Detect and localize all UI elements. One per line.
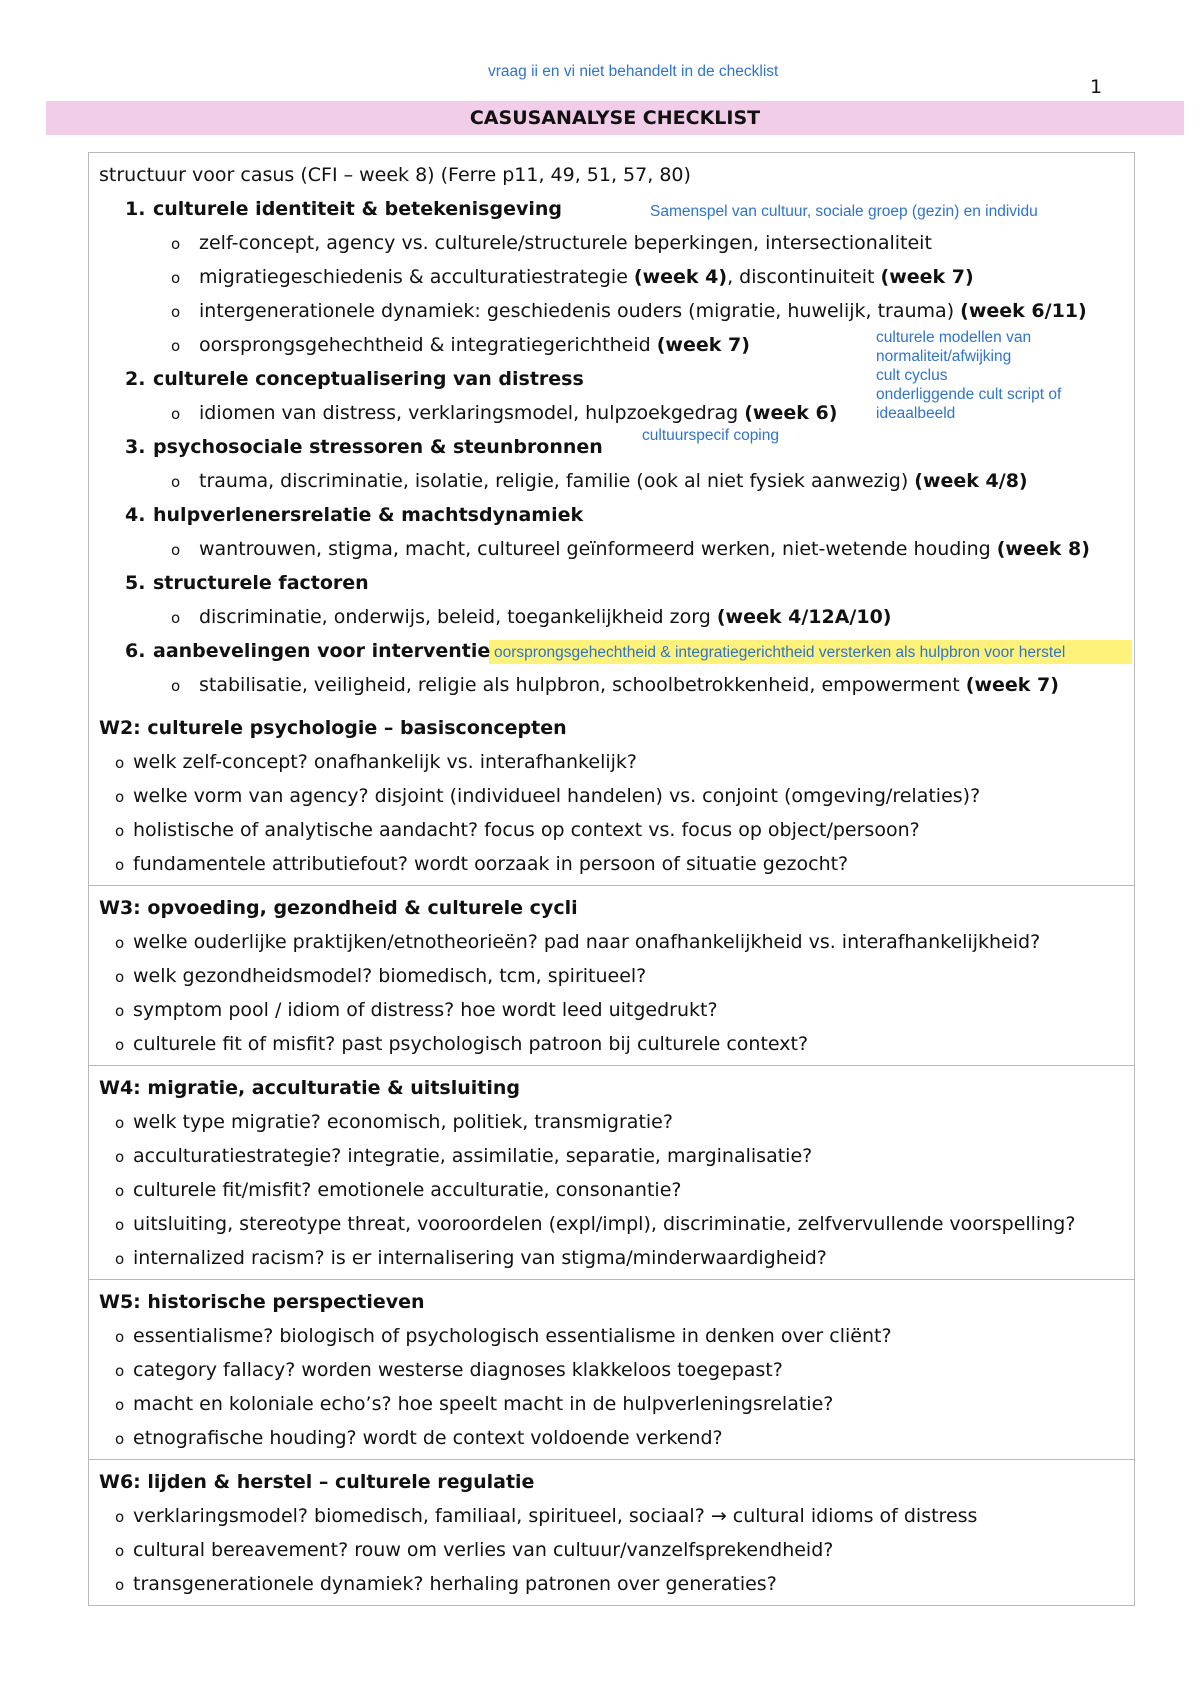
item-number: 3. xyxy=(125,436,146,458)
check-item-text: welk type migratie? economisch, politiek, transmigratie? xyxy=(133,1111,673,1133)
week-ref: (week 6) xyxy=(744,402,838,424)
check-item xyxy=(89,1353,1134,1387)
bullet-icon: o xyxy=(171,337,181,355)
bullet-icon: o xyxy=(115,1002,125,1020)
bullet-icon: o xyxy=(115,1216,125,1234)
week-heading: W2: culturele psychologie – basisconcepten xyxy=(99,717,567,739)
check-item-text: essentialisme? biologisch of psychologisch essentialisme in denken over cliënt? xyxy=(133,1325,892,1347)
check-item-text: welke vorm van agency? disjoint (individueel handelen) vs. conjoint (omgeving/relaties)? xyxy=(133,785,981,807)
bullet-icon: o xyxy=(115,1182,125,1200)
bullet-icon: o xyxy=(171,677,181,695)
check-item-text: verklaringsmodel? biomedisch, familiaal, spiritueel, sociaal? → cultural idioms of distress xyxy=(133,1505,978,1527)
subitem-text: discriminatie, onderwijs, beleid, toegankelijkheid zorg xyxy=(199,606,717,628)
bullet-icon: o xyxy=(115,1542,125,1560)
week-ref: (week 4/12A/10) xyxy=(716,606,892,628)
bullet-icon: o xyxy=(115,1114,125,1132)
subitem-text: trauma, discriminatie, isolatie, religie, familie (ook al niet fysiek aanwezig) xyxy=(199,470,915,492)
bullet-icon: o xyxy=(171,473,181,491)
bullet-icon: o xyxy=(171,235,181,253)
page-number: 1 xyxy=(1090,76,1103,98)
check-item xyxy=(89,1207,1134,1241)
check-item xyxy=(89,1105,1134,1139)
subitem-text: , discontinuiteit xyxy=(727,266,881,288)
check-item-text: internalized racism? is er internalisering van stigma/minderwaardigheid? xyxy=(133,1247,827,1269)
check-item xyxy=(89,745,1134,779)
check-item-text: welk zelf-concept? onafhankelijk vs. interafhankelijk? xyxy=(133,751,637,773)
bullet-icon: o xyxy=(171,541,181,559)
check-item xyxy=(89,1139,1134,1173)
check-item xyxy=(89,959,1134,993)
check-item-text: category fallacy? worden westerse diagnoses klakkeloos toegepast? xyxy=(133,1359,783,1381)
annotation-samenspel: Samenspel van cultuur, sociale groep (gezin) en individu xyxy=(650,203,1038,220)
structure-subitem xyxy=(89,668,1134,702)
bullet-icon: o xyxy=(115,1396,125,1414)
bullet-icon: o xyxy=(115,788,125,806)
annotation-modellen-3: cult cyclus xyxy=(876,367,948,384)
item-label: culturele identiteit & betekenisgeving xyxy=(153,198,562,220)
structure-heading: structuur voor casus (CFI – week 8) (Ferre p11, 49, 51, 57, 80) xyxy=(99,164,691,186)
annotation-modellen-1: culturele modellen van xyxy=(876,329,1032,346)
bullet-icon: o xyxy=(115,1148,125,1166)
check-item-text: fundamentele attributiefout? wordt oorzaak in persoon of situatie gezocht? xyxy=(133,853,849,875)
check-item-text: etnografische houding? wordt de context voldoende verkend? xyxy=(133,1427,723,1449)
check-item-text: welk gezondheidsmodel? biomedisch, tcm, spiritueel? xyxy=(133,965,647,987)
subitem-text: stabilisatie, veiligheid, religie als hulpbron, schoolbetrokkenheid, empowerment xyxy=(199,674,966,696)
bullet-icon: o xyxy=(171,303,181,321)
item-number: 1. xyxy=(125,198,146,220)
week-heading: W6: lijden & herstel – culturele regulatie xyxy=(99,1471,535,1493)
item-label: structurele factoren xyxy=(153,572,369,594)
subitem-text: intergenerationele dynamiek: geschiedenis ouders (migratie, huwelijk, trauma) xyxy=(199,300,961,322)
bullet-icon: o xyxy=(115,1250,125,1268)
bullet-icon: o xyxy=(115,1362,125,1380)
check-item xyxy=(89,1533,1134,1567)
item-number: 6. xyxy=(125,640,146,662)
subitem-text: migratiegeschiedenis & acculturatiestrategie xyxy=(199,266,634,288)
subitem-text: oorsprongsgehechtheid & integratiegerichtheid xyxy=(199,334,657,356)
week-heading: W4: migratie, acculturatie & uitsluiting xyxy=(99,1077,520,1099)
subitem-text: idiomen van distress, verklaringsmodel, hulpzoekgedrag xyxy=(199,402,745,424)
check-item xyxy=(89,1499,1134,1533)
check-item xyxy=(89,1241,1134,1275)
check-item-text: symptom pool / idiom of distress? hoe wordt leed uitgedrukt? xyxy=(133,999,718,1021)
item-number: 5. xyxy=(125,572,146,594)
week-ref: (week 4/8) xyxy=(914,470,1028,492)
check-item xyxy=(89,1387,1134,1421)
structure-subitem xyxy=(89,600,1134,634)
week-section xyxy=(89,1065,1134,1279)
checklist-table xyxy=(88,152,1135,1606)
check-item-text: macht en koloniale echo’s? hoe speelt macht in de hulpverleningsrelatie? xyxy=(133,1393,834,1415)
bullet-icon: o xyxy=(115,822,125,840)
structure-section xyxy=(89,153,1134,706)
bullet-icon: o xyxy=(171,609,181,627)
structure-subitem xyxy=(89,260,1134,294)
bullet-icon: o xyxy=(115,856,125,874)
annotation-coping: cultuurspecif coping xyxy=(642,427,779,444)
check-item xyxy=(89,993,1134,1027)
subitem-text: wantrouwen, stigma, macht, cultureel geïnformeerd werken, niet-wetende houding xyxy=(199,538,997,560)
item-number: 4. xyxy=(125,504,146,526)
check-item-text: holistische of analytische aandacht? focus op context vs. focus op object/persoon? xyxy=(133,819,920,841)
check-item-text: welke ouderlijke praktijken/etnotheorieën? pad naar onafhankelijkheid vs. interafhankelijkheid? xyxy=(133,931,1041,953)
bullet-icon: o xyxy=(171,405,181,423)
check-item xyxy=(89,1027,1134,1061)
bullet-icon: o xyxy=(115,1036,125,1054)
structure-subitem xyxy=(89,294,1134,328)
check-item xyxy=(89,847,1134,881)
subitem-text: zelf-concept, agency vs. culturele/structurele beperkingen, intersectionaliteit xyxy=(199,232,932,254)
week-ref: (week 7) xyxy=(965,674,1059,696)
bullet-icon: o xyxy=(115,968,125,986)
bullet-icon: o xyxy=(171,269,181,287)
week-ref: (week 6/11) xyxy=(960,300,1087,322)
item-number: 2. xyxy=(125,368,146,390)
week-ref: (week 7) xyxy=(656,334,750,356)
bullet-icon: o xyxy=(115,1576,125,1594)
page-title: CASUSANALYSE CHECKLIST xyxy=(46,101,1184,135)
check-item-text: culturele fit/misfit? emotionele acculturatie, consonantie? xyxy=(133,1179,682,1201)
week-section xyxy=(89,885,1134,1065)
structure-item xyxy=(89,498,1134,532)
item-label: aanbevelingen voor interventie xyxy=(153,640,491,662)
structure-item xyxy=(89,430,1134,464)
check-item xyxy=(89,925,1134,959)
bullet-icon: o xyxy=(115,1328,125,1346)
week-section xyxy=(89,706,1134,885)
week-ref: (week 8) xyxy=(996,538,1090,560)
check-item-text: acculturatiestrategie? integratie, assimilatie, separatie, marginalisatie? xyxy=(133,1145,813,1167)
item-label: psychosociale stressoren & steunbronnen xyxy=(153,436,603,458)
structure-item xyxy=(89,566,1134,600)
structure-subitem xyxy=(89,464,1134,498)
week-ref: (week 7) xyxy=(880,266,974,288)
week-heading: W3: opvoeding, gezondheid & culturele cycli xyxy=(99,897,578,919)
bullet-icon: o xyxy=(115,1508,125,1526)
check-item xyxy=(89,779,1134,813)
annotation-modellen-4: onderliggende cult script of xyxy=(876,386,1062,403)
check-item xyxy=(89,813,1134,847)
item-label: hulpverlenersrelatie & machtsdynamiek xyxy=(153,504,584,526)
bullet-icon: o xyxy=(115,1430,125,1448)
week-section xyxy=(89,1279,1134,1459)
week-ref: (week 4) xyxy=(633,266,728,288)
annotation-highlight: oorsprongsgehechtheid & integratiegerichtheid versterken als hulpbron voor herstel xyxy=(494,644,1066,661)
structure-subitem xyxy=(89,226,1134,260)
check-item-text: cultural bereavement? rouw om verlies van cultuur/vanzelfsprekendheid? xyxy=(133,1539,834,1561)
check-item xyxy=(89,1567,1134,1601)
week-heading: W5: historische perspectieven xyxy=(99,1291,425,1313)
check-item xyxy=(89,1421,1134,1455)
item-label: culturele conceptualisering van distress xyxy=(153,368,584,390)
bullet-icon: o xyxy=(115,934,125,952)
annotation-modellen-5: ideaalbeeld xyxy=(876,405,956,422)
check-item-text: uitsluiting, stereotype threat, vooroordelen (expl/impl), discriminatie, zelfvervullende voorspelling? xyxy=(133,1213,1076,1235)
check-item xyxy=(89,1319,1134,1353)
top-note: vraag ii en vi niet behandelt in de checklist xyxy=(488,63,779,80)
check-item-text: transgenerationele dynamiek? herhaling patronen over generaties? xyxy=(133,1573,777,1595)
structure-subitem xyxy=(89,532,1134,566)
week-section xyxy=(89,1459,1134,1605)
check-item-text: culturele fit of misfit? past psychologisch patroon bij culturele context? xyxy=(133,1033,809,1055)
annotation-modellen-2: normaliteit/afwijking xyxy=(876,348,1012,365)
bullet-icon: o xyxy=(115,754,125,772)
check-item xyxy=(89,1173,1134,1207)
